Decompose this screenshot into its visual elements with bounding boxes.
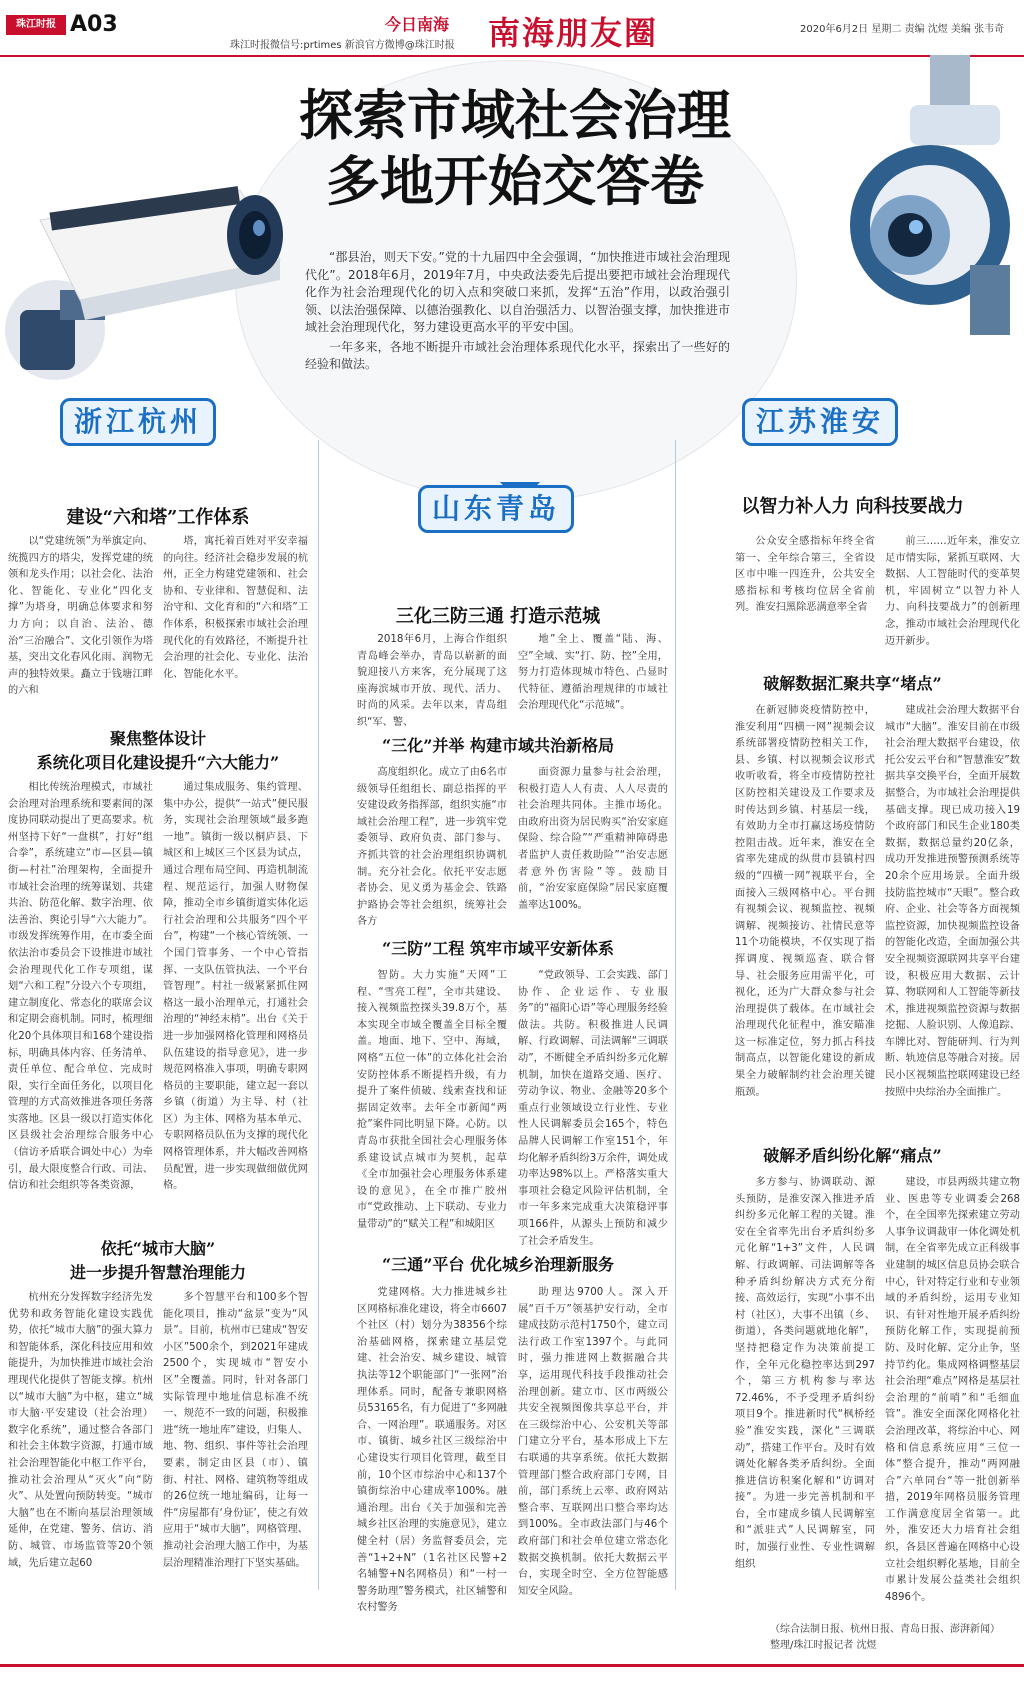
- article-column: [885, 534, 1020, 647]
- article-column: [735, 1175, 875, 1610]
- article-column: [518, 765, 668, 925]
- article-column: [8, 534, 153, 697]
- page-number: A03: [70, 12, 118, 37]
- article-column: [163, 534, 308, 686]
- paragraph: 杭州充分发挥数字经济先发优势和政务智能化建设实践优势，依托“城市大脑”的强大算力和智能体系，深化科技应用和效能提升，为加快推进市域社会治理现代化提供了智能支撑。杭州以“城市大脑”为中枢，建立“城市大脑·平安建设（社会治理）数字化系统”，通过整合各部门和社会主体数字资源，打通市域社会治理智能化中枢工作平台，推动社会治理从“灭火”向“防火”、从处置向预防转变。“城市大脑”也在不断向基层治理领域延伸，在党建、警务、信访、消防、城管、市场监管等20个领域，先后建立起60: [8, 1292, 153, 1569]
- headline-line-1: 探索市域社会治理: [299, 83, 731, 147]
- hangzhou-heading-3a: 依托“城市大脑”: [100, 1239, 216, 1258]
- article-column: [357, 765, 507, 928]
- byline: 整理/珠江时报记者 沈煜: [770, 1640, 877, 1651]
- region-tag-huaian: 江苏淮安: [742, 398, 898, 446]
- paragraph: 公众安全感指标年终全省第一、全年综合第三，全省设区市中唯一四连升，公共安全感指标和考核均位居全省前列。淮安扫黑除恶满意率全省: [735, 536, 875, 614]
- article-column: [163, 780, 308, 1202]
- article-column: [518, 1285, 668, 1597]
- sources: （综合法制日报、杭州日报、青岛日报、澎湃新闻）: [770, 1624, 1000, 1635]
- huaian-heading-1: 以智力补人力 向科技要战力: [741, 496, 964, 517]
- dome-camera-icon: [820, 55, 1024, 355]
- paragraph: 建成社会治理大数据平台城市“大脑”。淮安目前在市级社会治理大数据平台建设，依托公安云平台和“智慧淮安”数据共享交换平台，全面开展数据整合，为市域社会治理提供基础支撑。现已成功接入19个政府部门和民生企业180类数据，数据总量约20亿条，成功开发推进预警预测系统等20余个应用场景。全面升级技防监控城市“天眼”。整合政府、企业、社会等各方面视频监控资源，加快视频监控设备的智能化改造，全面加强公共安全视频资源联网共享平台建设，积极应用大数据、云计算、物联网和人工智能等新技术，推进视频监控资源与数据挖掘、人脸识别、人像追踪、车牌比对、智能研判、行为判断、轨迹信息等融合对接。居民小区视频监控联网建设已经按照中央综治办全面推广。: [885, 705, 1020, 1098]
- source-note: [770, 1622, 1000, 1654]
- hangzhou-heading-2a: 聚焦整体设计: [109, 729, 206, 748]
- region-tag-qingdao: 山东青岛: [418, 485, 574, 533]
- article-column: [357, 632, 507, 728]
- paragraph: 相比传统治理模式，市域社会治理对治理系统和要素间的深度协同联动提出了更高要求。杭州坚持下好“一盘棋”，打好“组合拳”，系统建立“市—区县—镇街—村社”治理架构，全面提升市域社会治理的统筹谋划、共建共治、防范化解、数字治理、依法善治、舆论引导“六大能力”。市级发挥统筹作用，在市委全面依法治市委员会下设推进市域社会治理现代化工作专项组，谋划“六和工程”分设六个专项组，建立制度化、常态化的联席会议和定期会商机制。同时，梳理细化20个具体项目和168个建设指标，明确具体内容、任务清单、责任单位、配合单位、完成时限，实行全面任务化，以项目化管理的方式高效推进各项任务落实落地。区县一级以打造实体化区县级社会治理综合服务中心（信访矛盾联合调处中心）为牵引，最大限度整合行政、司法、信访和社会组织等各类资源，: [8, 782, 153, 1192]
- qingdao-heading-1: 三化三防三通 打造示范城: [395, 606, 601, 627]
- qingdao-heading-4: “三通”平台 优化城乡治理新服务: [382, 1255, 614, 1274]
- headline-line-2: 多地开始交答卷: [326, 149, 704, 213]
- huaian-heading-3: 破解矛盾纠纷化解“痛点”: [763, 1146, 942, 1165]
- paragraph: 助理达9700人。深入开展“百千万”领基护安行动，全市建成技防示范村1750个，建立司法行政工作室1397个。与此同时，强力推进网上数据融合共享，运用现代科技手段推动社会治理创新。建立市、区市两级公共安全视频图像共享总平台，并在三级综治中心、公安机关等部门建立分平台，基本形成上下左右联通的共享系统。依托大数据管理部门整合政府部门专网，目前，部门系统上云率、政府网站整合率、互联网出口整合率均达到100%。全市政法部门与46个政府部门和社会单位建立常态化数据交换机制。依托大数据云平台，实现全时空、全方位智能感知安全风险。: [518, 1287, 668, 1597]
- paragraph: 建设，市县两级共建立物业、医患等专业调委会268个，在全国率先探索建立劳动人事争议调裁审一体化调处机制，在全省率先成立正科级事业建制的城区信息员协会联合中心，针对特定行业和专业领域的矛盾纠纷，运用专业知识、有针对性地开展矛盾纠纷预防化解工作，实现提前预防、及时化解、定分止争，坚持节约化。集成网格调整基层社会治理“难点”网格是基层社会治理的“前哨”和“毛细血管”。淮安全面深化网格化社会治理改革，将综治中心、网格和信息系统应用“三位一体”整合提升，推动“两网融合”六单同台“等一批创新举措，2019年网格员服务管理工作满意度居全省第一。此外，淮安还大力培育社会组织，各县区普遍在网格中心设立社会组织孵化基地，目前全市累计发展公益类社会组织4896个。: [885, 1177, 1020, 1603]
- bottom-rule: [0, 1664, 1024, 1667]
- issue-date: 2020年6月2日 星期二 责编 沈煜 美编 张韦奇: [800, 24, 1005, 35]
- article-column: [518, 632, 668, 717]
- article-column: [885, 703, 1020, 1153]
- paragraph: 2018年6月，上海合作组织青岛峰会举办，青岛以崭新的面貌迎接八方来客，充分展现了这座海滨城市开放、现代、活力、时尚的风采。去年以来，青岛组织“军、警、: [357, 634, 507, 728]
- paragraph: 多个智慧平台和100多个智能化项目，推动“盆景”变为“风景”。目前，杭州市已建成“智安小区”500余个，到2021年建成2500个，实现城市“智安小区”全覆盖。同时，针对各部门实际管理中地址信息标准不统一、规范不一致的问题，积极推进“统一地址库”建设，归集人、地、物、组织、事件等社会治理要素，制定由区县（市）、镇街、村社、网格、建筑物等组成的26位统一地址编码，让每一件“房屋都有‘身份证’，使之有效应用于“城市大脑”，网格管理、推动社会治理大脑工作中，为基层治理精准治理打下坚实基础。: [163, 1292, 308, 1569]
- intro-text: [305, 249, 730, 376]
- article-column: [8, 780, 153, 1202]
- section-label: 今日南海: [385, 15, 450, 34]
- paragraph: 地”全上、覆盖“陆、海、空”全域、实“打、防、控”全用，努力打造体现城市特色、凸显时代特征、遵循治理规律的市域社会治理现代化“示范城”。: [518, 634, 668, 712]
- paragraph: 塔，寓托着百姓对平安幸福的向往。经济社会稳步发展的杭州，正全力构建党建领和、社会协和、专业律和、智慧促和、法治守和、文化育和的“六和塔”工作体系，积极探索市域社会治理现代化的有效路径，不断提升社会治理的社会化、专业化、法治化、智能化水平。: [163, 536, 308, 680]
- paragraph: “党政领导、工会实践、部门协作、企业运作、专业服务”的“福阳心语”等心理服务经验做法。共防。积极推进人民调解、行政调解、司法调解“三调联动”，不断健全矛盾纠纷多元化解机制，加快在道路交通、医疗、劳动争议、物业、金融等20多个重点行业领域设立行业性、专业性人民调解委员会165个，特色品牌人民调解工作室151个，年均化解矛盾纠纷3万余件，调处成功率达98%以上。严格落实重大事项社会稳定风险评估机制，全市一年多来完成重大决策稳评事项166件，从源头上预防和减少了社会矛盾发生。: [518, 970, 668, 1247]
- qingdao-heading-3: “三防”工程 筑牢市域平安新体系: [382, 939, 614, 958]
- article-column: [163, 1290, 308, 1590]
- paragraph: 前三……近年来，淮安立足市情实际，紧抓互联网、大数据、人工智能时代的变革契机，牢固树立“以智力补人力、向科技要战力”的创新理念，推动市域社会治理现代化迈开新步。: [885, 536, 1020, 647]
- column-divider: [318, 440, 319, 1590]
- article-column: [518, 968, 668, 1248]
- huaian-heading-2: 破解数据汇聚共享“堵点”: [763, 674, 942, 693]
- paragraph: 高度组织化。成立了由6名市级领导任组组长、副总指挥的平安建设政务指挥部，组织实施“市域社会治理工程”，进一步筑牢党委领导、政府负责、部门参与、齐抓共管的社会治理组织协调机制。充分社会化。依托平安志愿者协会、见义勇为基金会、铁路护路协会等社会组织，统筹社会各方: [357, 767, 507, 928]
- article-column: [357, 1285, 507, 1614]
- paragraph: 面资源力量参与社会治理，积极打造人人有责、人人尽责的社会治理共同体。主推市场化。由政府出资为居民购买“治安家庭保险、综合险”“严重精神障碍患者监护人责任救助险”“治安志愿者意外伤害险”等。鼓励目前，“治安家庭保险”居民家庭覆盖率达100%。: [518, 767, 668, 911]
- social-accounts: 珠江时报微信号:prtimes 新浪官方微博@珠江时报: [230, 40, 455, 51]
- article-column: [885, 1175, 1020, 1610]
- article-column: [8, 1290, 153, 1590]
- qingdao-heading-2: “三化”并举 构建市域共治新格局: [382, 736, 614, 755]
- paragraph: 党建网格。大力推进城乡社区网格标准化建设，将全市6607个社区（村）划分为38356个综治基础网格，探索建立基层党建、社会治安、城乡建设、城管执法等12个职能部门“一张网”治理体系。同时，配备专兼职网格员53165名，有力促进了“多网融合、一网治理”。联通服务。对区市、镇街、城乡社区三级综治中心建设实行项目化管理，截至目前，10个区市综治中心和137个镇街综治中心建成率100%。融通治理。出台《关于加强和完善城乡社区治理的实施意见》，建立健全村（居）务监督委员会，完善“1+2+N”（1名社区民警+2名辅警+N名网格员）和“一村一警务助理”警务模式，社区辅警和农村警务: [357, 1287, 507, 1614]
- article-column: [735, 534, 875, 644]
- hangzhou-heading-3b: 进一步提升智慧治理能力: [69, 1263, 246, 1282]
- hangzhou-heading-2b: 系统化项目化建设提升“六大能力”: [36, 753, 280, 772]
- paragraph: 多方参与、协调联动、源头预防，是淮安深入推进矛盾纠纷多元化解工程的关键。淮安在全省率先出台矛盾纠纷多元化解“1+3”文件，人民调解、行政调解、司法调解等各种矛盾纠纷解决方式充分衔接、高效运行，实现“小事不出村（社区），大事不出镇（乡、街道），各类问题就地化解”，坚持把稳定作为决策前提工作，全年元化稳控率达到297个，第三方机构参与率达72.46%，不予受理矛盾纠纷项目9个。推进新时代“枫桥经验”淮安实践，深化“三调联动”，搭建工作平台。及时有效调处化解各类矛盾纠纷。全面推进信访积案化解和“访调对接”。为进一步完善机制和平台，全市建成乡镇人民调解室和“派驻式”人民调解室，同时，加强行业性、专业性调解组织: [735, 1177, 875, 1570]
- column-divider: [675, 440, 676, 1590]
- newspaper-logo: 珠江时报: [6, 15, 66, 35]
- paragraph: 以“党建统领”为举旗定向、统揽四方的塔尖，发挥党建的统领和龙头作用；以社会化、法治化、智能化、专业化“四化支撑”为塔身，明确总体要求和努力方向；以自治、法治、德治“三治融合”、文化引领作为塔基，突出文化春风化雨、润物无声的独特效果。矗立于钱塘江畔的六和: [8, 536, 153, 697]
- region-tag-hangzhou: 浙江杭州: [60, 398, 216, 446]
- intro-paragraph: 一年多来，各地不断提升市域社会治理体系现代化水平，探索出了一些好的经验和做法。: [305, 339, 730, 371]
- paragraph: 在新冠肺炎疫情防控中，淮安利用“四横一网”视频会议系统部署疫情防控相关工作，县、乡镇、村以视频会议形式收听收看，将全市疫情防控社区防控相关建设及工作要求及时传达到乡镇、村基层一线，有效助力全市打赢这场疫情防控阻击战。近年来，淮安在全省率先建成的纵贯市县镇村四级的“四横一网”视联平台，全面接入三级网格中心。平台拥有视频会议、视频监控、视频调解、视频接访、社情民意等11个功能模块，不仅实现了指挥调度、视频巡查、联合督导、社会服务应用需平化，可视化，还为广大群众参与社会治理提供了载体。在市域社会治理现代化征程中，淮安瞄准这一标准定位，努力抓占科技制高点，以智能化建设的新成果全力破解制约社会治理关键瓶颈。: [735, 705, 875, 1098]
- paragraph: 智防。大力实施“天网”工程、“雪亮工程”，全市共建设、接入视频监控探头39.8万个，基本实现全市域全覆盖全目标全覆盖。地面、地下、空中、海域，网格“五位一体”的立体化社会治安防控体系不断提档升级，有力提升了案件侦破、线索查找和证据固定效率。去年全市新闻“两抢”案件同比明显下降。心防。以青岛市获批全国社会心理服务体系建设试点城市为契机，起草《全市加强社会心理服务体系建设的意见》，在全市推广胶州市“党政推动、上下联动、专业力量带动”的“赋关工程”和城阳区: [357, 970, 507, 1230]
- article-column: [735, 703, 875, 1153]
- headline: [250, 82, 780, 214]
- paragraph: 通过集成服务、集约管理、集中办公，提供“一站式”便民服务，实现社会治理领域“最多跑一地”。镇街一级以桐庐县、下城区和上城区三个区县为试点，通过合理布局空间、再造机制流程、规范运行，加强人财物保障，推动全市乡镇街道实体化运行社会治理和公共服务“四个平台”，构建“一个核心管统领、一个国门管事务、一个中心管指挥、一支队伍管执法、一个平台管智理”。村社一级紧紧抓住网格这一最小治理单元，打通社会治理的“神经末梢”。出台《关于进一步加强网格化管理和网格员队伍建设的指导意见》，进一步规范网格准入事项，明确专职网格员的主要职能，建立起一套以乡镇（街道）为主导、村（社区）为主体、网格为基本单元、专职网格员队伍为支撑的现代化网格管理体系，并大幅改善网格员配置，进一步实现做细做优网格。: [163, 782, 308, 1192]
- intro-paragraph: “郡县治，则天下安。”党的十九届四中全会强调，“加快推进市域社会治理现代化”。2018年6月，2019年7月，中央政法委先后提出要把市域社会治理现代化作为社会治理现代化的切入点和突破口来抓，发挥“五治”作用，以政治强引领、以法治强保障、以德治强教化、以自治强活力、以智治强支撑，加快推进市域社会治理现代化，努力建设更高水平的平安中国。: [305, 250, 730, 334]
- section-title: 南海朋友圈: [488, 14, 659, 52]
- hangzhou-heading-1: 建设“六和塔”工作体系: [66, 507, 250, 528]
- article-column: [357, 968, 507, 1248]
